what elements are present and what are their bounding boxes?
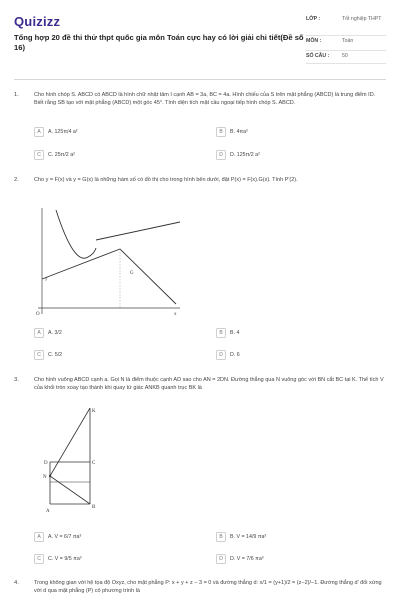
line-f-right [96,222,180,240]
option-text: A. 3/2 [48,329,62,336]
segment-nb [50,476,90,504]
meta-label: LỚP : [306,16,321,22]
option-c[interactable] [34,553,194,565]
label-origin: O [36,312,40,317]
worksheet-header [0,0,400,70]
point-n [49,475,51,477]
option-b[interactable] [216,327,376,339]
question-number: 1. [14,92,19,98]
option-letter: B [216,328,226,338]
option-a[interactable] [34,126,194,138]
option-text: C. 5/2 [48,351,63,358]
option-text: C. V = 9/5 πa³ [48,555,82,562]
option-letter: D [216,554,226,564]
question-text: Cho hình vuông ABCD cạnh a. Gọi N là điểm thuộc cạnh AD sao cho AN = 2DN. Đường thẳng qua N vuông góc với BN cắt BC tại K. Thể tích V của khối tròn xoay tạo thành khi quay tứ giác ANKB quanh trục BK là [34,377,384,391]
label-k: K [92,409,96,414]
question-number: 3. [14,377,19,383]
label-x: x [174,312,177,317]
option-c[interactable] [34,149,194,161]
question-number: 4. [14,580,19,586]
option-letter: B [216,532,226,542]
label-n: N [43,475,47,480]
geometry-figure [42,404,112,516]
question-text: Trong không gian với hệ tọa độ Oxyz, cho mặt phẳng P: x + y + z − 3 = 0 và đường thẳng d: x/1 = (y+1)/2 = (z−2)/−1. Đường thẳng d' đối xứng với d qua mặt phẳng (P) có phương trình là [34,580,382,594]
meta-value: Toán [342,38,354,44]
label-y: y [45,277,48,282]
meta-row-class [306,14,386,36]
meta-panel [306,14,386,64]
question-text: Cho y = F(x) và y = G(x) là những hàm số có đồ thị cho trong hình bên dưới, đặt P(x) = F(x).G(x). Tính P'(2). [34,177,298,183]
worksheet-title: Tổng hợp 20 đề thi thử thpt quốc gia môn Toán cực hay có lời giải chi tiết(Đề số 16) [14,33,304,52]
option-b[interactable] [216,531,376,543]
label-c: C [92,461,96,466]
meta-value: 50 [342,53,348,59]
option-c[interactable] [34,349,194,361]
function-graph [34,204,184,320]
meta-row-count [306,51,386,64]
question-text: Cho hình chóp S. ABCD có ABCD là hình chữ nhật tâm I cạnh AB = 3a, BC = 4a. Hình chiếu của S trên mặt phẳng (ABCD) là trung điểm ID. Biết rằng SB tạo với mặt phẳng (ABCD) một góc 45°. Tính diện tích mặt cầu ngoại tiếp hình chóp S. ABCD. [34,92,376,106]
option-text: D. V = 7/6 πa³ [230,555,264,562]
option-text: B. 4 [230,329,240,336]
label-g: G [130,271,134,276]
option-letter: A [34,328,44,338]
option-b[interactable] [216,126,376,138]
curve-f-left [56,210,96,258]
option-text: A. V = 6/7 πa³ [48,533,82,540]
option-letter: C [34,350,44,360]
option-d[interactable] [216,149,376,161]
option-text: D. 6 [230,351,240,358]
header-divider [14,79,386,80]
option-text: B. V = 14/9 πa³ [230,533,267,540]
option-letter: D [216,350,226,360]
question-number: 2. [14,177,19,183]
option-letter: A [34,532,44,542]
option-text: D. 125π/2 a² [230,151,260,158]
label-a: A [46,509,50,514]
label-b: B [92,505,96,510]
quizizz-logo: Quizizz [14,14,61,29]
line-g [42,249,176,304]
option-letter: B [216,127,226,137]
meta-label: MÔN : [306,38,322,44]
option-d[interactable] [216,349,376,361]
meta-value: Tốt nghiệp THPT [342,16,382,22]
meta-row-subject [306,36,386,51]
option-text: C. 25π/2 a² [48,151,75,158]
option-letter: A [34,127,44,137]
option-letter: C [34,554,44,564]
option-d[interactable] [216,553,376,565]
option-letter: C [34,150,44,160]
label-d: D [44,461,48,466]
option-letter: D [216,150,226,160]
option-a[interactable] [34,327,194,339]
option-a[interactable] [34,531,194,543]
meta-label: SỐ CÂU : [306,53,330,59]
option-text: B. 4πa² [230,128,248,135]
segment-nk [50,408,90,476]
option-text: A. 125π/4 a² [48,128,78,135]
